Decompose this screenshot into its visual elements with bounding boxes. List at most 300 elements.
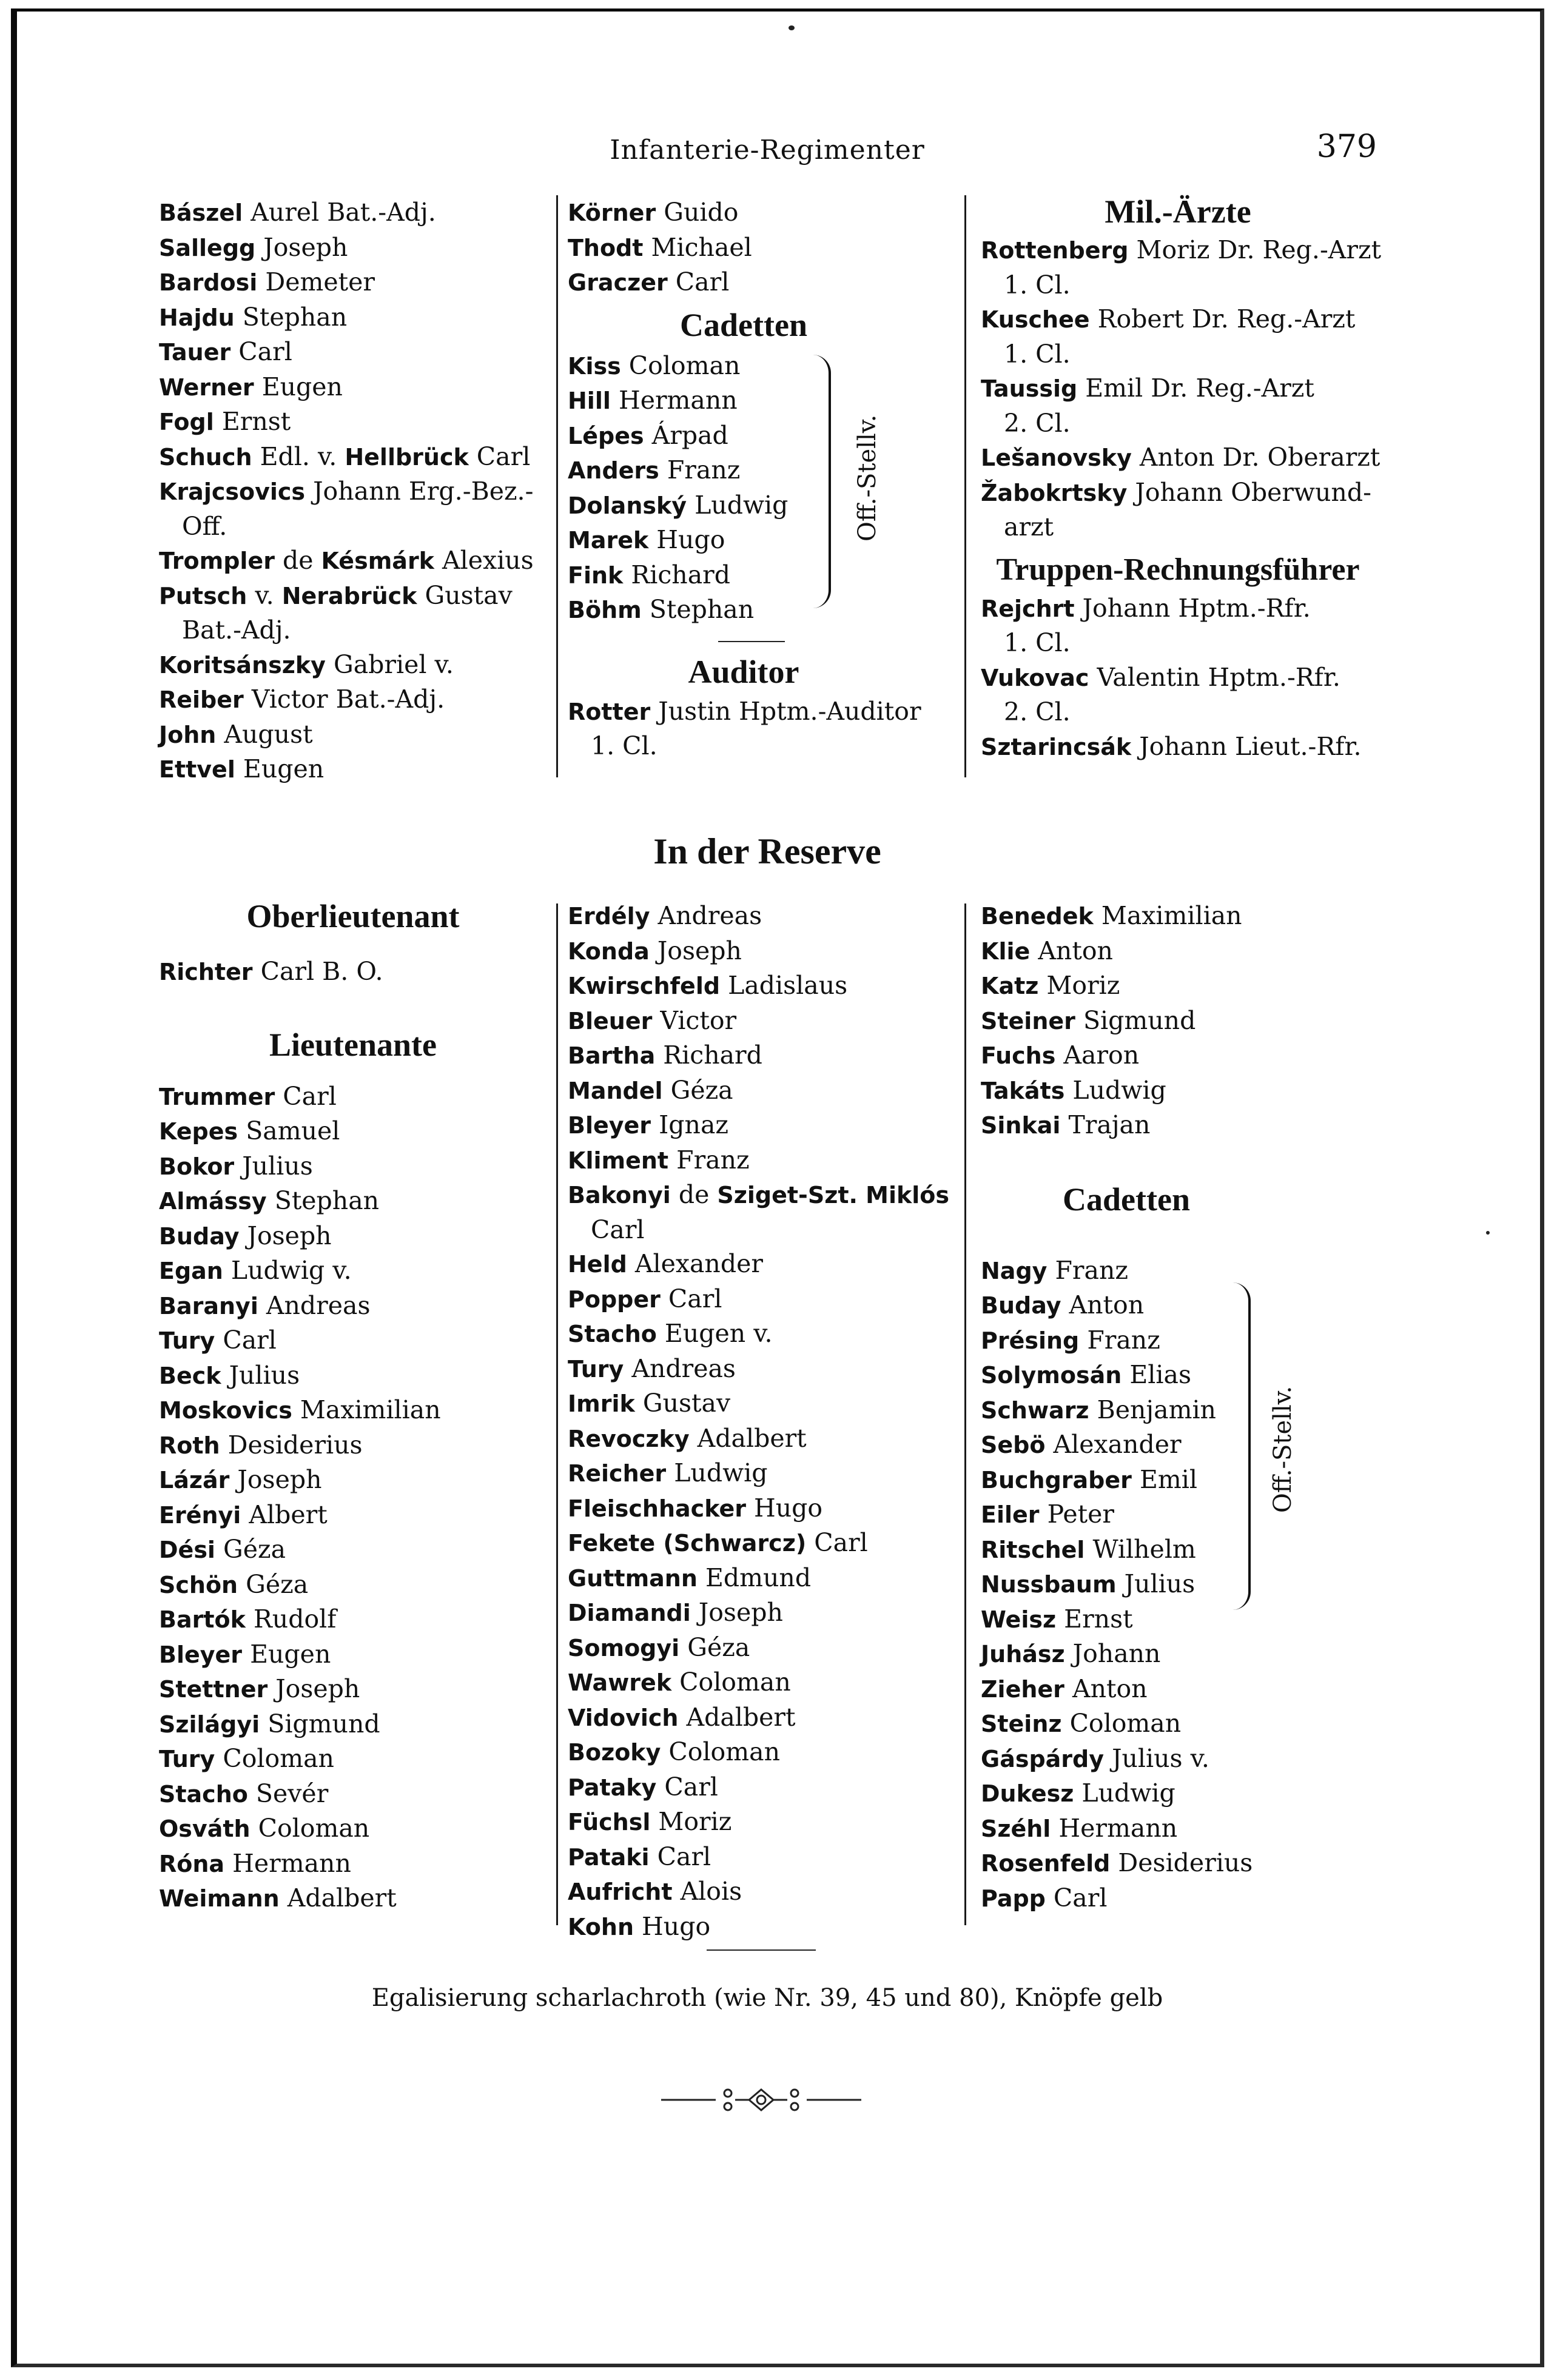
given-name: de <box>678 1180 718 1209</box>
surname: Dési <box>159 1537 215 1563</box>
roster-entry <box>159 370 547 405</box>
given-name: Joseph <box>275 1674 360 1703</box>
reserve-cadetten-brace <box>1232 1282 1251 1610</box>
surname: Füchsl <box>568 1809 651 1835</box>
surname: Weisz <box>981 1606 1057 1633</box>
given-name: Maximilian <box>300 1395 441 1424</box>
roster-entry <box>981 440 1380 475</box>
roster-entry <box>981 1637 1375 1672</box>
roster-entry <box>568 1143 962 1178</box>
cadetten-brace <box>813 355 831 608</box>
roster-entry <box>159 1811 547 1846</box>
surname: Vidovich <box>568 1704 679 1731</box>
surname: Revoczky <box>568 1425 690 1452</box>
surname: Papp <box>981 1885 1046 1912</box>
column-divider <box>556 195 558 777</box>
given-name: Emil <box>1139 1464 1197 1494</box>
surname: Buchgraber <box>981 1466 1132 1493</box>
given-name: Ludwig <box>1072 1075 1166 1105</box>
surname: Dolanský <box>568 492 687 519</box>
surname: Kliment <box>568 1147 669 1174</box>
roster-entry <box>159 195 547 230</box>
surname: Almássy <box>159 1188 267 1215</box>
roster-entry <box>568 1840 962 1875</box>
surname: Tury <box>159 1327 215 1354</box>
surname: Kohn <box>568 1913 634 1940</box>
top-column-1 <box>159 195 547 787</box>
given-name: Ludwig <box>1081 1778 1175 1808</box>
given-name: Benjamin <box>1097 1395 1216 1424</box>
given-name: Stephan <box>274 1186 380 1215</box>
surname: Fuchs <box>981 1042 1056 1069</box>
entry-continuation <box>981 337 1375 372</box>
roster-entry <box>159 474 547 509</box>
roster-entry <box>981 1108 1375 1143</box>
roster-entry <box>159 1777 547 1812</box>
given-name: Victor <box>660 1005 737 1035</box>
given-name: Andreas <box>266 1290 371 1320</box>
given-name: Géza <box>670 1075 733 1105</box>
surname: Mandel <box>568 1077 663 1104</box>
roster-entry <box>981 233 1382 268</box>
surname: Imrik <box>568 1390 635 1417</box>
surname: Rotter <box>568 698 651 725</box>
roster-entry <box>159 1393 547 1428</box>
surname: Klie <box>981 937 1031 965</box>
given-name: Adalbert <box>697 1423 807 1453</box>
surname: Sztarincsák <box>981 733 1132 760</box>
roster-entry <box>159 1079 547 1115</box>
roster-entry <box>981 934 1375 969</box>
roster-entry <box>568 1631 962 1666</box>
roster-entry <box>568 230 956 266</box>
surname: Trummer <box>159 1083 275 1110</box>
cadetten-brace-label: Off.-Stellv. <box>853 414 881 541</box>
continuation-text: 2. Cl. <box>1004 697 1071 726</box>
roster-entry <box>981 1602 1375 1637</box>
noble-name: Sziget-Szt. Miklós <box>717 1182 950 1208</box>
given-name: Adalbert <box>686 1702 796 1732</box>
roster-entry <box>981 1532 1375 1567</box>
surname: Kwirschfeld <box>568 973 721 999</box>
running-title: Infanterie-Regimenter <box>610 135 925 166</box>
cadet-list <box>568 349 956 628</box>
roster-entry <box>981 899 1375 934</box>
given-name: Gabriel v. <box>333 649 454 679</box>
surname: Ettvel <box>159 756 235 783</box>
surname: Moskovics <box>159 1397 292 1424</box>
entry-continuation <box>981 406 1375 441</box>
roster-entry <box>568 1421 962 1456</box>
entry-continuation <box>981 695 1375 729</box>
roster-entry <box>568 349 956 384</box>
surname: Guttmann <box>568 1564 698 1592</box>
surname: Held <box>568 1251 627 1278</box>
roster-entry <box>981 1567 1375 1602</box>
roster-entry <box>159 1358 547 1393</box>
roster-entry <box>568 1073 962 1108</box>
roster-entry <box>159 1602 547 1637</box>
officer-list <box>568 195 956 300</box>
roster-entry <box>568 1805 962 1840</box>
surname: Fekete (Schwarcz) <box>568 1530 807 1557</box>
surname: Buday <box>159 1222 240 1250</box>
roster-entry <box>981 1393 1375 1428</box>
continuation-text: 2. Cl. <box>1004 408 1071 438</box>
section-divider <box>718 641 785 642</box>
surname: Beck <box>159 1362 221 1389</box>
given-name: Árpad <box>651 420 728 450</box>
roster-entry <box>159 1114 547 1149</box>
paymaster-list <box>981 591 1375 765</box>
given-name: Carl <box>814 1528 868 1557</box>
surname: Steinz <box>981 1711 1062 1737</box>
given-name: de <box>282 546 321 575</box>
lieutenant-list <box>568 899 962 1944</box>
roster-entry <box>568 1316 962 1352</box>
reserve-column-3 <box>981 899 1375 1916</box>
auditor-heading: Auditor <box>688 653 799 690</box>
roster-entry <box>568 1526 962 1561</box>
given-name: Hermann <box>618 386 738 415</box>
surname: Aufricht <box>568 1879 673 1905</box>
given-name: Joseph <box>657 936 742 965</box>
surname: Egan <box>159 1258 223 1284</box>
surname: Bleuer <box>568 1007 653 1034</box>
surname: Popper <box>568 1286 661 1313</box>
given-name: Hugo <box>656 525 725 554</box>
surname: Taussig <box>981 375 1078 402</box>
continuation-text: 1. Cl. <box>1004 270 1071 300</box>
surname: Bozoky <box>568 1739 661 1766</box>
given-name: Julius <box>1124 1569 1195 1598</box>
roster-entry <box>981 1776 1375 1811</box>
surname: Bleyer <box>159 1641 243 1668</box>
roster-entry <box>981 1253 1375 1289</box>
surname: Vukovac <box>981 664 1089 691</box>
entry-continuation <box>981 626 1375 660</box>
lieutenant-list <box>159 1079 547 1916</box>
surname: Erényi <box>159 1501 241 1529</box>
given-name: Maximilian <box>1101 901 1242 930</box>
surname: Lešanovsky <box>981 444 1132 471</box>
given-name: Géza <box>687 1632 750 1662</box>
continuation-text: 1. Cl. <box>1004 339 1071 369</box>
surname: Stettner <box>159 1676 268 1703</box>
given-name: Aaron <box>1063 1041 1140 1070</box>
surname: Takáts <box>981 1077 1065 1104</box>
rechnungsfuehrer-heading: Truppen-Rechnungsführer <box>996 552 1360 587</box>
roster-entry <box>568 453 956 488</box>
roster-entry <box>568 1561 962 1596</box>
roster-entry <box>568 934 962 969</box>
footer-divider <box>707 1949 816 1951</box>
roster-entry <box>159 1289 547 1324</box>
surname: Solymosán <box>981 1362 1122 1389</box>
given-name: Alexander <box>634 1249 763 1278</box>
surname: Széhl <box>981 1815 1051 1842</box>
given-name: Ludwig <box>694 490 789 520</box>
roster-entry <box>568 1178 962 1213</box>
surname: Anders <box>568 457 659 484</box>
given-name: Anton <box>1072 1674 1148 1703</box>
roster-entry <box>159 300 547 335</box>
auditor-list <box>568 694 956 763</box>
reserve-heading: In der Reserve <box>653 831 881 871</box>
footer-note: Egalisierung scharlachroth (wie Nr. 39, 45 und 80), Knöpfe gelb <box>371 1984 1163 2012</box>
surname: Katz <box>981 973 1039 999</box>
given-name: Hermann <box>1058 1813 1178 1843</box>
given-name: Coloman <box>223 1744 334 1773</box>
roster-entry <box>568 1004 962 1039</box>
given-name: Joseph <box>247 1221 332 1250</box>
noble-name: Késmárk <box>321 548 434 574</box>
surname: Reiber <box>159 686 244 713</box>
surname: Nagy <box>981 1257 1048 1284</box>
surname: Koritsánszky <box>159 651 326 679</box>
surname: Konda <box>568 937 650 965</box>
page-number: 379 <box>1316 129 1377 165</box>
given-name: August <box>224 719 313 749</box>
given-name: Johann <box>1072 1639 1161 1668</box>
surname: Weimann <box>159 1885 280 1912</box>
given-name: Samuel <box>246 1116 340 1145</box>
given-name: Julius <box>242 1151 313 1181</box>
surname: Hill <box>568 387 611 414</box>
given-name: Eugen <box>250 1639 331 1669</box>
given-name: Joseph <box>698 1598 783 1627</box>
lieutenant-list <box>981 899 1375 1143</box>
roster-entry <box>981 371 1375 406</box>
given-name: Edmund <box>705 1563 812 1592</box>
given-name: Richard <box>663 1041 762 1070</box>
roster-entry <box>981 660 1375 696</box>
roster-entry <box>568 694 956 729</box>
given-name: Johann Erg.-Bez.- <box>313 477 534 506</box>
surname: Osváth <box>159 1815 251 1842</box>
surname: Hajdu <box>159 304 235 331</box>
surname: Graczer <box>568 269 668 296</box>
roster-entry <box>568 1282 962 1317</box>
surname: Reicher <box>568 1460 667 1487</box>
surname: Benedek <box>981 903 1094 930</box>
surname: Bartók <box>159 1606 246 1633</box>
oberlieutenant-heading: Oberlieutenant <box>246 898 460 934</box>
entry-continuation <box>981 510 1375 545</box>
roster-entry <box>568 1247 962 1282</box>
continuation-text: arzt <box>1004 512 1054 541</box>
given-name: Rudolf <box>253 1604 337 1634</box>
given-name: Alexander <box>1053 1430 1182 1459</box>
given-name: Alexius <box>434 546 534 575</box>
given-name: Ladislaus <box>728 971 848 1000</box>
column-divider <box>964 903 966 1925</box>
roster-entry <box>159 1219 547 1254</box>
roster-entry <box>159 1184 547 1219</box>
roster-entry <box>568 1386 962 1421</box>
given-name: Wilhelm <box>1092 1534 1196 1564</box>
surname: Rejchrt <box>981 595 1075 622</box>
given-name: Franz <box>1055 1255 1128 1285</box>
given-name: Sigmund <box>267 1709 380 1738</box>
given-name: Andreas <box>657 901 762 930</box>
surname: Sinkai <box>981 1112 1061 1139</box>
lieutenante-heading: Lieutenante <box>269 1026 437 1063</box>
given-name: Franz <box>667 455 741 484</box>
given-name: Moriz <box>658 1807 732 1836</box>
given-name: v. <box>255 580 282 610</box>
roster-entry <box>981 591 1375 626</box>
roster-entry <box>159 1567 547 1603</box>
given-name: Stephan <box>242 302 348 332</box>
surname: Bokor <box>159 1153 235 1180</box>
given-name: Demeter <box>265 267 375 297</box>
given-name: Hermann <box>232 1848 351 1878</box>
given-name: Carl <box>223 1326 277 1355</box>
given-name: Carl <box>657 1842 711 1871</box>
given-name: Peter <box>1047 1500 1114 1529</box>
roster-entry <box>568 1595 962 1631</box>
page-header <box>158 129 1377 171</box>
roster-entry <box>981 1811 1375 1846</box>
given-name: Coloman <box>1069 1709 1182 1738</box>
surname: Buday <box>981 1292 1061 1319</box>
roster-entry <box>981 1881 1375 1916</box>
entry-continuation <box>568 729 956 763</box>
surname: Présing <box>981 1327 1080 1354</box>
roster-entry <box>159 1846 547 1882</box>
column-divider <box>964 195 966 777</box>
roster-entry <box>568 523 956 558</box>
roster-entry <box>568 1874 962 1909</box>
given-name: Desiderius <box>227 1430 363 1460</box>
reserve-cadetten-brace-label: Off.-Stellv. <box>1269 1386 1297 1513</box>
given-name: Ludwig <box>674 1458 768 1487</box>
surname: Pataki <box>568 1843 650 1871</box>
surname: Putsch <box>159 582 247 609</box>
roster-entry <box>159 1463 547 1498</box>
roster-entry <box>159 648 547 683</box>
margin-speck <box>789 25 795 30</box>
officer-list <box>159 195 547 787</box>
given-name: Coloman <box>628 350 741 380</box>
noble-name: Hellbrück <box>345 443 469 471</box>
surname: Bartha <box>568 1042 656 1069</box>
given-name: Coloman <box>258 1814 370 1843</box>
roster-entry <box>981 475 1375 511</box>
roster-entry <box>981 1073 1375 1108</box>
roster-entry <box>159 682 547 717</box>
roster-entry <box>568 1456 962 1491</box>
reserve-column-1 <box>159 897 547 1916</box>
surname: Bászel <box>159 199 243 226</box>
given-name: Julius <box>229 1360 300 1390</box>
ornament-icon <box>661 2085 861 2115</box>
roster-entry <box>568 558 956 593</box>
roster-entry <box>568 968 962 1004</box>
given-name: Eugen <box>243 754 325 783</box>
roster-entry <box>159 1428 547 1463</box>
given-name: Ludwig v. <box>230 1256 352 1285</box>
given-name: Ernst <box>1064 1604 1133 1634</box>
given-name: Ignaz <box>659 1110 728 1139</box>
surname: Roth <box>159 1432 220 1459</box>
entry-continuation <box>159 509 547 544</box>
roster-entry <box>981 302 1375 337</box>
entry-continuation <box>568 1213 962 1247</box>
cadet-list <box>981 1602 1375 1916</box>
cadetten-heading: Cadetten <box>680 306 807 343</box>
surname: Sallegg <box>159 234 256 261</box>
top-column-3 <box>981 193 1382 764</box>
surname: Kuschee <box>981 306 1090 333</box>
roster-entry <box>568 1909 962 1945</box>
reserve-cadetten-heading: Cadetten <box>1063 1181 1190 1218</box>
given-name: Ernst <box>221 407 291 436</box>
surname: Bardosi <box>159 269 258 296</box>
surname: Tury <box>568 1355 624 1383</box>
roster-entry <box>981 729 1375 765</box>
given-name: Valentin Hptm.-Rfr. <box>1097 662 1340 692</box>
roster-entry <box>568 1038 962 1073</box>
roster-entry <box>981 1004 1375 1039</box>
surname: Fogl <box>159 409 214 435</box>
surname: John <box>159 721 217 748</box>
given-name: Carl <box>238 337 292 366</box>
given-name: Johann Lieut.-Rfr. <box>1139 731 1362 761</box>
surname: Marek <box>568 527 649 554</box>
given-name: Sigmund <box>1083 1005 1196 1035</box>
roster-entry <box>568 1108 962 1143</box>
cadet-list <box>981 1253 1375 1602</box>
given-name: Robert Dr. Reg.-Arzt <box>1097 304 1356 334</box>
roster-entry <box>159 1253 547 1289</box>
given-name: Coloman <box>668 1737 780 1766</box>
roster-entry <box>159 954 547 990</box>
given-name: Carl <box>1053 1883 1108 1912</box>
given-name: Hugo <box>642 1911 711 1941</box>
roster-entry <box>981 968 1375 1004</box>
surname: Lázár <box>159 1467 230 1493</box>
given-name: Carl <box>675 267 730 297</box>
roster-entry <box>159 1881 547 1916</box>
continuation-text: Carl <box>591 1215 645 1244</box>
surname: Somogyi <box>568 1634 680 1661</box>
roster-entry <box>568 265 956 300</box>
surname: Stacho <box>568 1321 657 1347</box>
surname: Krajcsovics <box>159 478 306 505</box>
surname: Diamandi <box>568 1600 691 1626</box>
continuation-text: 1. Cl. <box>1004 628 1071 657</box>
surname: Žabokrtsky <box>981 479 1128 506</box>
surname: Lépes <box>568 422 644 449</box>
given-name: Carl <box>664 1772 718 1802</box>
surname: Sebö <box>981 1432 1046 1458</box>
given-name: Victor Bat.-Adj. <box>251 685 445 714</box>
surname: Tury <box>159 1746 215 1772</box>
roster-entry <box>159 335 547 370</box>
continuation-text: Bat.-Adj. <box>182 615 291 645</box>
surname: Wawrek <box>568 1669 672 1696</box>
roster-entry <box>159 1741 547 1777</box>
given-name: Hugo <box>754 1493 823 1523</box>
roster-entry <box>568 488 956 523</box>
roster-entry <box>568 1735 962 1770</box>
roster-entry <box>159 1532 547 1567</box>
surname: Gáspárdy <box>981 1745 1105 1772</box>
given-name: Moriz <box>1046 971 1120 1000</box>
roster-entry <box>159 578 547 614</box>
